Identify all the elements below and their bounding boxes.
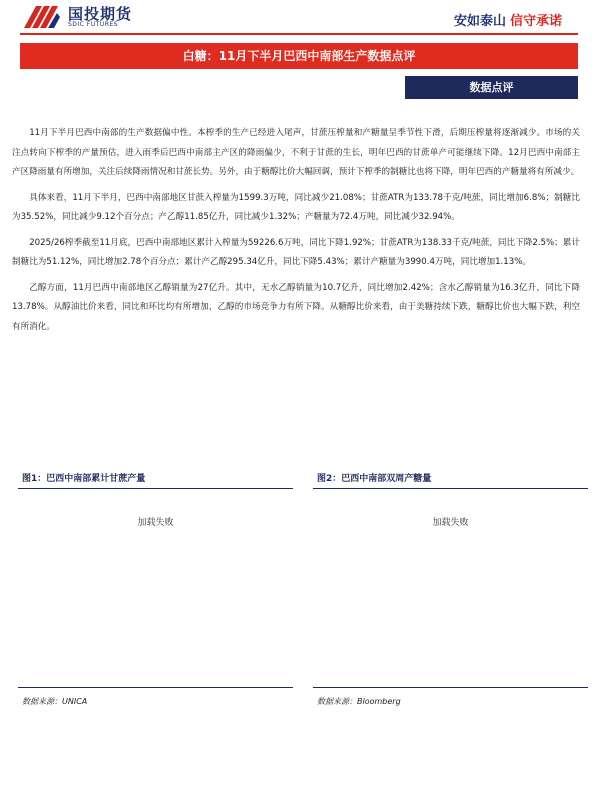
paragraph-detail: 具体来看，11月下半月，巴西中南部地区甘蔗入榨量为1599.3万吨，同比减少21.08%；甘蔗ATR为133.78千克/吨蔗，同比增加6.8%；制糖比为35.52%，同比减少9.12个百分点；产乙醇11.85亿升，同比减少1.32%；产糖量为72.4万吨，同比减少32.94%。 xyxy=(12,192,580,222)
logo-text: 国投期货 xyxy=(68,5,133,23)
figure-1-load-failed: 加载失败 xyxy=(137,518,174,528)
figure-2-source: 数据来源：Bloomberg xyxy=(317,697,401,706)
figure-1-source: 数据来源：UNICA xyxy=(22,697,88,706)
slogan-part1: 安如泰山 xyxy=(453,14,506,29)
figure-2-title: 图2：巴西中南部双周产糖量 xyxy=(313,471,588,489)
figure-1-bottom-rule xyxy=(18,687,293,688)
report-title: 白糖：11月下半月巴西中南部生产数据点评 xyxy=(20,43,578,69)
figure-2 xyxy=(313,471,588,706)
paragraph-summary: 11月下半月巴西中南部的生产数据偏中性。本榨季的生产已经进入尾声，甘蔗压榨量和产糖量呈季节性下滑，后期压榨量将逐渐减少。市场的关注点转向下榨季的产量预估，进入雨季后巴西中南部主产区的降雨偏少，不利于甘蔗的生长，明年巴西的甘蔗单产可能继续下降。12月巴西中南部主产区降雨量有所增加，关注后续降雨情况和甘蔗长势。另外，由于糖醇比价大幅回调，预计下榨季的制糖比也将下降，明年巴西的产糖量将有所减少。 xyxy=(12,128,580,177)
figure-1 xyxy=(18,471,293,706)
page-header xyxy=(0,0,600,40)
paragraph-ethanol: 乙醇方面，11月巴西中南部地区乙醇销量为27亿升。其中，无水乙醇销量为10.7亿升，同比增加2.42%；含水乙醇销量为16.3亿升，同比下降13.78%。从醇油比价来看，同比和环比均有所增加，乙醇的市场竞争力有所下降。从糖醇比价来看，由于美糖持续下跌，糖醇比价也大幅下跌，利空有所消化。 xyxy=(12,282,580,332)
slogan-part2: 信守承诺 xyxy=(509,14,562,29)
logo-subtext: SDIC FUTURES xyxy=(68,21,118,28)
figure-2-bottom-rule xyxy=(313,687,588,688)
figure-1-title: 图1：巴西中南部累计甘蔗产量 xyxy=(18,471,293,489)
header-divider xyxy=(20,33,578,35)
figure-2-load-failed: 加载失败 xyxy=(432,518,469,528)
paragraph-cumulative: 2025/26榨季截至11月底，巴西中南部地区累计入榨量为59226.6万吨，同比下降1.92%；甘蔗ATR为138.33千克/吨蔗，同比下降2.5%；累计制糖比为51.12%，同比增加2.78个百分点；累计产乙醇295.34亿升，同比下降5.43%；累计产糖量为3990.4万吨，同比增加1.13%。 xyxy=(12,237,580,267)
report-tag: 数据点评 xyxy=(405,76,578,99)
slogan xyxy=(454,10,562,29)
sdic-logo-icon xyxy=(22,4,62,30)
report-body xyxy=(12,124,580,343)
